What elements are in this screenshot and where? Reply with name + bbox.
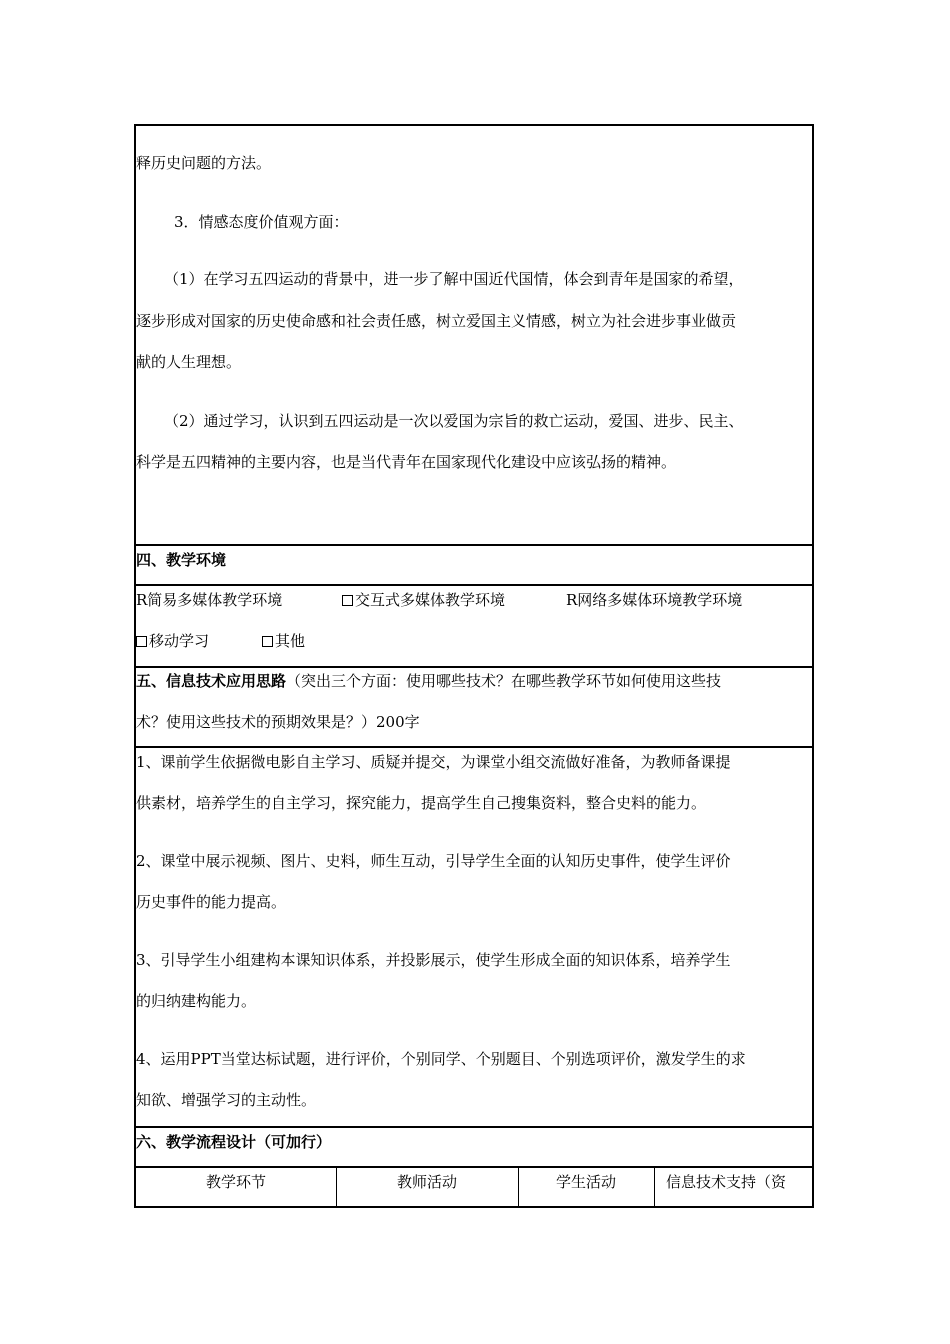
emotion-objectives-heading: 3．情感态度价值观方面：	[174, 213, 349, 231]
row-divider	[136, 746, 812, 748]
objectives-text-line: 释历史问题的方法。	[136, 154, 272, 172]
section5-heading-note: 术？使用这些技术的预期效果是？）200字	[136, 713, 420, 731]
objectives-text-line: 逐步形成对国家的历史使命感和社会责任感，树立爱国主义情感，树立为社会进步事业做贡	[136, 312, 737, 330]
objectives-text-line: 科学是五四精神的主要内容，也是当代青年在国家现代化建设中应该弘扬的精神。	[136, 453, 677, 471]
row-divider	[136, 1126, 812, 1128]
section4-heading: 四、教学环境	[136, 551, 227, 569]
checkbox-icon	[342, 595, 353, 606]
row-divider	[136, 544, 812, 546]
lesson-plan-table	[134, 124, 814, 1208]
row-divider	[136, 666, 812, 668]
env-option-mobile: 移动学习	[136, 631, 209, 651]
section5-item-line: 3、引导学生小组建构本课知识体系，并投影展示，使学生形成全面的知识体系，培养学生	[136, 951, 731, 969]
objectives-text-line: 献的人生理想。	[136, 353, 242, 371]
section5-item-line: 1、课前学生依据微电影自主学习、质疑并提交，为课堂小组交流做好准备，为教师备课提	[136, 753, 731, 771]
section5-item-line: 2、课堂中展示视频、图片、史料，师生互动，引导学生全面的认知历史事件，使学生评价	[136, 852, 731, 870]
section6-heading: 六、教学流程设计（可加行）	[136, 1133, 332, 1151]
column-header-student-activity: 学生活动	[555, 1173, 616, 1191]
env-option-other: 其他	[262, 631, 305, 651]
checkbox-icon	[262, 636, 273, 647]
objectives-text-line: （2）通过学习，认识到五四运动是一次以爱国为宗旨的救亡运动，爱国、进步、民主、	[164, 412, 744, 430]
row-divider	[136, 1166, 812, 1168]
section5-heading: 五、信息技术应用思路（突出三个方面：使用哪些技术？在哪些教学环节如何使用这些技	[136, 672, 722, 690]
column-header-teaching-stage: 教学环节	[205, 1173, 266, 1191]
env-option-simple-multimedia: R简易多媒体教学环境	[136, 591, 283, 609]
checkbox-icon	[136, 636, 147, 647]
row-divider	[136, 584, 812, 586]
column-divider	[654, 1166, 655, 1208]
column-header-it-support: 信息技术支持（资	[666, 1173, 787, 1191]
objectives-text-line: （1）在学习五四运动的背景中，进一步了解中国近代国情，体会到青年是国家的希望，	[164, 270, 744, 288]
section5-item-line: 的归纳建构能力。	[136, 992, 257, 1010]
env-option-interactive: 交互式多媒体教学环境	[342, 590, 505, 610]
section5-item-line: 历史事件的能力提高。	[136, 893, 287, 911]
section5-item-line: 供素材，培养学生的自主学习，探究能力，提高学生自己搜集资料，整合史料的能力。	[136, 794, 707, 812]
section5-item-line: 4、运用PPT当堂达标试题，进行评价，个别同学、个别题目、个别选项评价，激发学生的求	[136, 1050, 746, 1068]
env-option-network-multimedia: R网络多媒体环境教学环境	[566, 591, 743, 609]
section5-item-line: 知欲、增强学习的主动性。	[136, 1091, 317, 1109]
column-header-teacher-activity: 教师活动	[396, 1173, 457, 1191]
